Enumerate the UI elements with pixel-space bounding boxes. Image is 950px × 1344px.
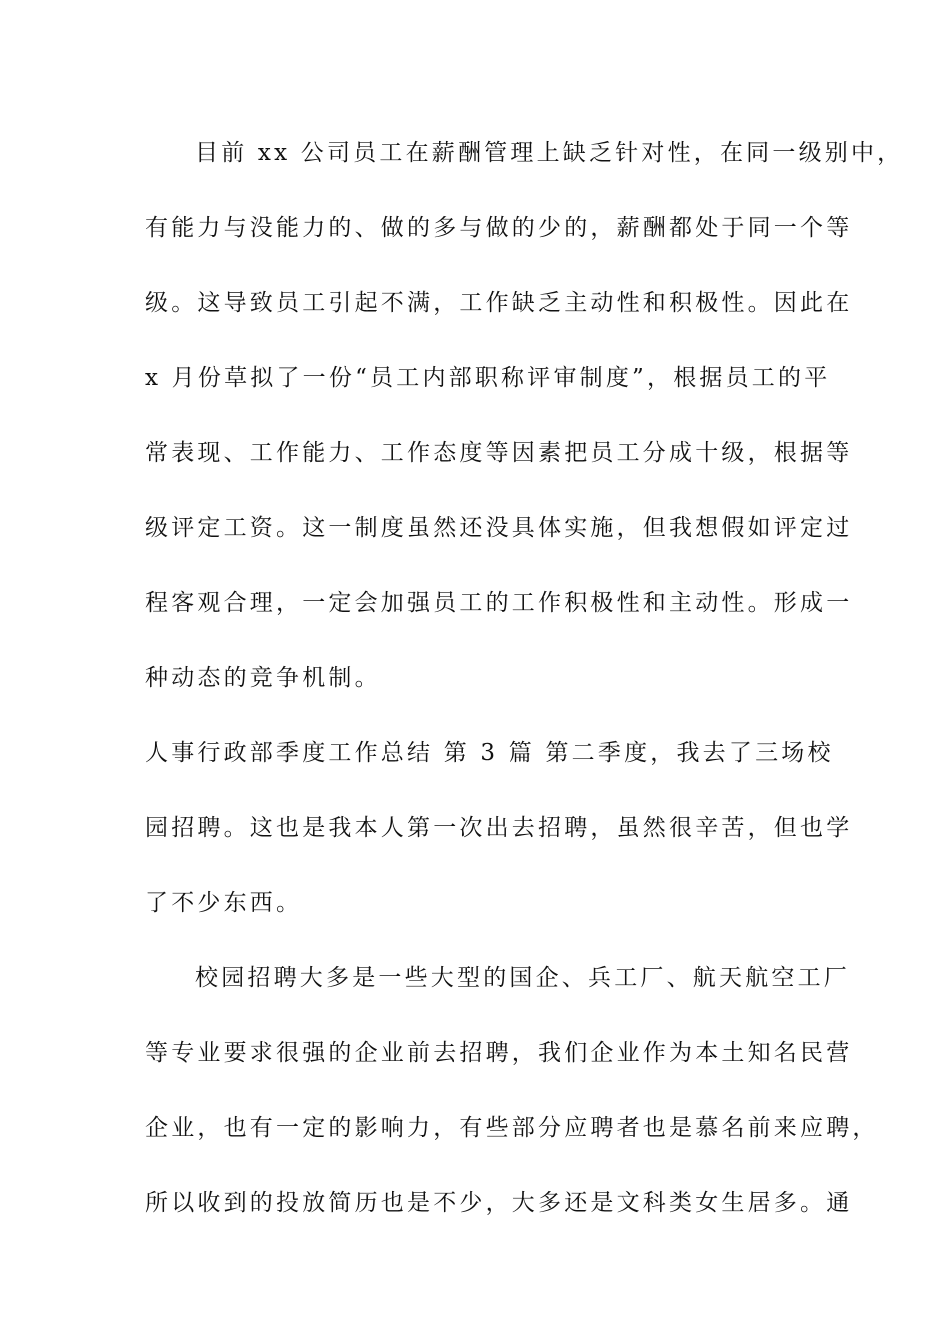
paragraph-line: 程客观合理，一定会加强员工的工作积极性和主动性。形成一 — [145, 590, 853, 616]
paragraph-line: 了不少东西。 — [145, 890, 303, 916]
paragraph-line: 常表现、工作能力、工作态度等因素把员工分成十级，根据等 — [145, 440, 853, 466]
paragraph-line: 种动态的竞争机制。 — [145, 665, 381, 691]
paragraph-line: 园招聘。这也是我本人第一次出去招聘，虽然很辛苦，但也学 — [145, 815, 853, 841]
paragraph-line: 有能力与没能力的、做的多与做的少的，薪酬都处于同一个等 — [145, 215, 853, 241]
paragraph-line: 级评定工资。这一制度虽然还没具体实施，但我想假如评定过 — [145, 515, 853, 541]
paragraph-line: 企业，也有一定的影响力，有些部分应聘者也是慕名前来应聘， — [145, 1115, 879, 1141]
section-heading-line: 人事行政部季度工作总结 第 3 篇 第二季度，我去了三场校 — [145, 740, 834, 766]
paragraph-line: 级。这导致员工引起不满，工作缺乏主动性和积极性。因此在 — [145, 290, 853, 316]
paragraph-line: 所以收到的投放简历也是不少，大多还是文科类女生居多。通 — [145, 1190, 853, 1216]
paragraph-line: 等专业要求很强的企业前去招聘，我们企业作为本土知名民营 — [145, 1040, 853, 1066]
paragraph-line: 目前 xx 公司员工在薪酬管理上缺乏针对性，在同一级别中， — [195, 140, 904, 166]
paragraph-line: x 月份草拟了一份“员工内部职称评审制度”，根据员工的平 — [145, 365, 831, 391]
paragraph-line: 校园招聘大多是一些大型的国企、兵工厂、航天航空工厂 — [195, 965, 850, 991]
